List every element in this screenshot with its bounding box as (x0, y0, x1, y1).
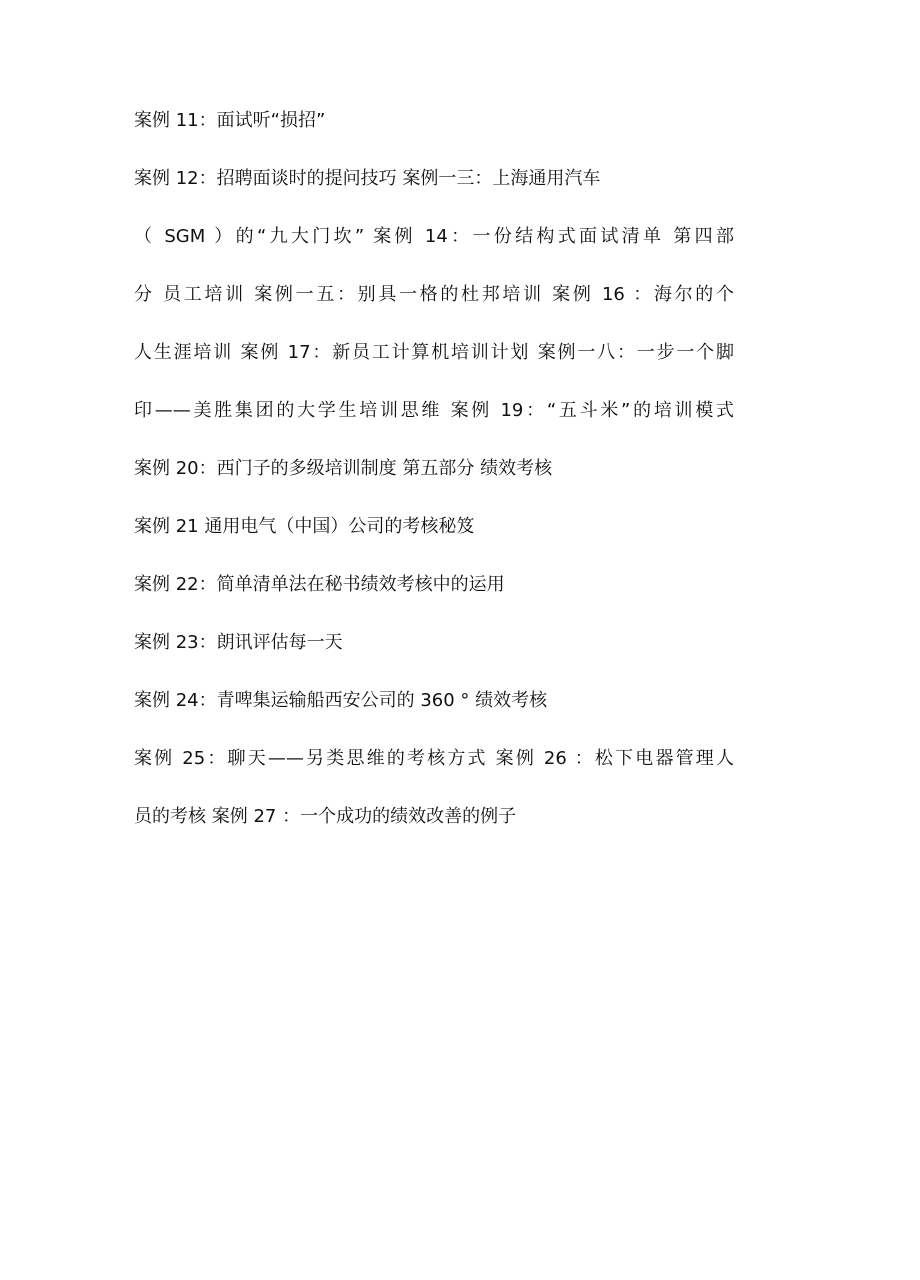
text-line-2: 案例 12：招聘面谈时的提问技巧 案例一三：上海通用汽车 (134, 168, 601, 189)
text-line-3: （ SGM ）的“九大门坎” 案例 14：一份结构式面试清单 第四部 (134, 226, 734, 247)
text-line-12: 案例 25：聊天——另类思维的考核方式 案例 26 ：松下电器管理人 (134, 748, 734, 769)
text-line-10: 案例 23：朗讯评估每一天 (134, 632, 343, 653)
text-line-9: 案例 22：简单清单法在秘书绩效考核中的运用 (134, 574, 505, 595)
text-line-1: 案例 11：面试听“损招” (134, 110, 326, 131)
text-line-13: 员的考核 案例 27 ：一个成功的绩效改善的例子 (134, 806, 517, 827)
document-body (134, 104, 734, 858)
text-line-11: 案例 24：青啤集运输船西安公司的 360 ° 绩效考核 (134, 690, 548, 711)
text-line-8: 案例 21 通用电气（中国）公司的考核秘笈 (134, 516, 475, 537)
text-line-7: 案例 20：西门子的多级培训制度 第五部分 绩效考核 (134, 458, 553, 479)
text-line-5: 人生涯培训 案例 17：新员工计算机培训计划 案例一八：一步一个脚 (134, 342, 734, 363)
text-line-6: 印——美胜集团的大学生培训思维 案例 19：“五斗米”的培训模式 (134, 400, 734, 421)
text-line-4: 分 员工培训 案例一五：别具一格的杜邦培训 案例 16 ：海尔的个 (134, 284, 734, 305)
